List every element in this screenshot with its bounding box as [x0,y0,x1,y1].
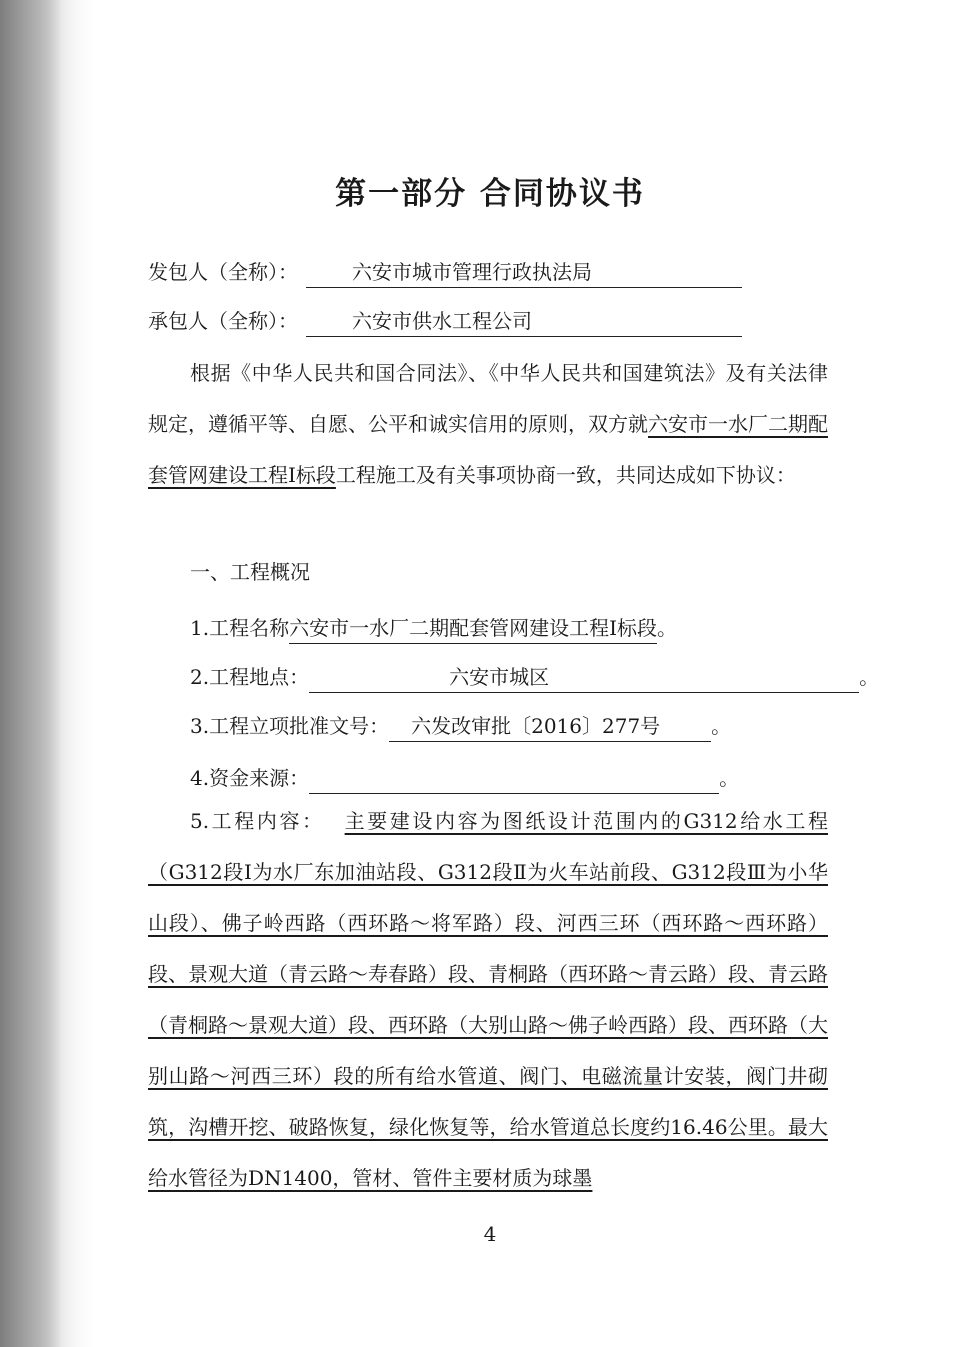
intro-text-b: 工程施工及有关事项协商一致，共同达成如下协议： [335,463,796,487]
section-heading-1: 一、工程概况 [190,560,310,584]
item3-label: 3.工程立项批准文号： [190,714,390,738]
employer-line [148,258,742,288]
intro-paragraph [148,348,828,501]
item1-label: 1.工程名称 [190,616,290,640]
intro-text-a: 根据《中华人民共和国合同法》、《中华人民共和国建筑法》及有关法律规定，遵循平等、自愿、公平和诚实信用的原则，双方就 [148,361,828,436]
item-project-location [190,663,879,693]
page-title: 第一部分 合同协议书 [335,176,645,212]
item2-value: 六安市城区 [309,663,859,693]
contractor-line [148,307,742,337]
item1-period: 。 [657,616,677,640]
employer-name: 六安市城市管理行政执法局 [306,258,742,288]
item3-period: 。 [711,714,732,738]
intro-project-name: 六安市一水厂二期配套管网建设工程Ⅰ标段 [148,412,828,487]
item1-value: 六安市一水厂二期配套管网建设工程Ⅰ标段 [289,614,657,644]
item-funding-source [190,764,739,794]
employer-label: 发包人（全称）： [148,260,298,284]
item2-label: 2.工程地点： [190,665,310,689]
item-approval-number [190,712,731,742]
item3-value: 六发改审批〔2016〕277号 [389,712,711,742]
item4-period: 。 [719,766,740,790]
item4-label: 4.资金来源： [190,766,310,790]
item5-label: 5.工程内容： [190,809,325,833]
item5-value: 主要建设内容为图纸设计范围内的G312给水工程（G312段Ⅰ为水厂东加油站段、G312段Ⅱ为火车站前段、G312段Ⅲ为小华山段）、佛子岭西路（西环路～将军路）段、河西三环（西环路～西环路）段、景观大道（青云路～寿春路）段、青桐路（西环路～青云路）段、青云路（青桐路～景观大道）段、西环路（大别山路～佛子岭西路）段、西环路（大别山路～河西三环）段的所有给水管道、阀门、电磁流量计安装，阀门井砌筑，沟槽开挖、破路恢复，绿化恢复等，给水管道总长度约16.46公里。最大给水管径为DN1400，管材、管件主要材质为球墨 [148,809,828,1190]
contractor-label: 承包人（全称）： [148,309,298,333]
item4-value-blank [309,764,719,794]
contractor-name: 六安市供水工程公司 [306,307,742,337]
item2-period: 。 [859,665,880,689]
page-number: 4 [483,1222,497,1246]
item-project-content [148,796,828,1204]
item-project-name [190,614,677,644]
